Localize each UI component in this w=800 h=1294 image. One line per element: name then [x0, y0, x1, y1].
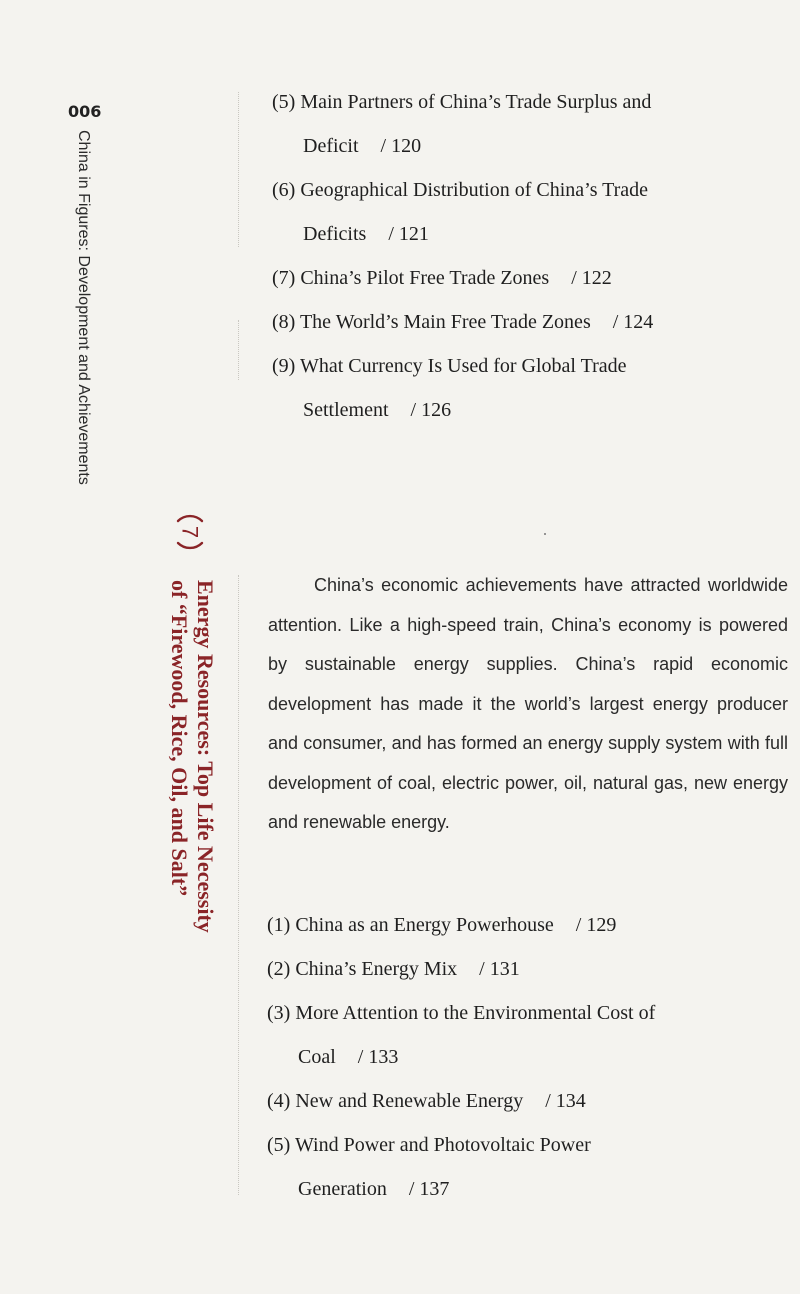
toc-entry-title: (4) New and Renewable Energy [267, 1090, 524, 1112]
toc-entry-title: (2) China’s Energy Mix [267, 958, 458, 980]
toc-entry-title: (5) Main Partners of China’s Trade Surplus and [272, 91, 652, 113]
toc-entry-continuation: Settlement / 126 [303, 399, 452, 421]
running-head [70, 130, 90, 550]
toc-entry[interactable] [267, 903, 767, 947]
divider-rule [238, 575, 239, 1195]
divider-rule [238, 320, 239, 380]
toc-entry[interactable] [267, 1079, 767, 1123]
toc-list-top [272, 80, 772, 432]
toc-entry[interactable] [272, 256, 772, 300]
toc-entry-continuation: Generation / 137 [298, 1178, 450, 1200]
toc-entry[interactable] [267, 947, 767, 991]
toc-entry[interactable] [267, 1123, 767, 1211]
print-speck [544, 533, 546, 535]
chapter-intro-paragraph: China’s economic achievements have attracted worldwide attention. Like a high-speed train, China’s economy is powered by sustainable energy supplies. China’s rapid economic development has made it the world’s largest energy producer and consumer, and has formed an energy supply system with full development of coal, electric power, oil, natural gas, new energy and renewable energy. [268, 575, 788, 832]
toc-entry[interactable] [272, 80, 772, 168]
toc-page-number: / 133 [357, 1046, 399, 1068]
toc-page-number: / 126 [410, 399, 452, 421]
toc-page-number: / 122 [571, 267, 612, 289]
chapter-number: 7 [177, 525, 203, 539]
toc-page-number: / 121 [388, 223, 429, 245]
page-number: 006 [68, 102, 102, 121]
toc-page-number: / 137 [408, 1178, 450, 1200]
chapter-title [162, 580, 218, 1050]
toc-page-number: / 134 [545, 1090, 586, 1112]
toc-entry-continuation: Deficit / 120 [303, 135, 422, 157]
toc-page-number: / 129 [575, 914, 617, 936]
chapter-number-badge [170, 512, 210, 552]
running-head-text: China in Figures: Development and Achievements [75, 130, 92, 485]
toc-page-number: / 124 [612, 311, 654, 333]
toc-entry-title: (3) More Attention to the Environmental Cost of [267, 1002, 656, 1024]
toc-entry-continuation: Deficits / 121 [303, 223, 429, 245]
toc-entry-title: (5) Wind Power and Photovoltaic Power [267, 1134, 591, 1156]
chapter-title-line: of “Firewood, Rice, Oil, and Salt” [167, 580, 192, 897]
toc-entry[interactable] [272, 300, 772, 344]
toc-entry[interactable] [267, 991, 767, 1079]
toc-entry[interactable] [272, 168, 772, 256]
toc-entry-title: (1) China as an Energy Powerhouse [267, 914, 554, 936]
toc-page-number: / 120 [380, 135, 422, 157]
toc-entry-title: (6) Geographical Distribution of China’s Trade [272, 179, 649, 201]
toc-list-bottom [267, 903, 767, 1211]
toc-entry-title: (9) What Currency Is Used for Global Trade [272, 355, 627, 377]
toc-entry-title: (8) The World’s Main Free Trade Zones [272, 311, 591, 333]
toc-entry-title: (7) China’s Pilot Free Trade Zones [272, 267, 550, 289]
chapter-title-line: Energy Resources: Top Life Necessity [193, 580, 218, 933]
toc-page-number: / 131 [479, 958, 520, 980]
toc-entry-continuation: Coal / 133 [298, 1046, 399, 1068]
divider-rule [238, 92, 239, 247]
toc-entry[interactable] [272, 344, 772, 432]
